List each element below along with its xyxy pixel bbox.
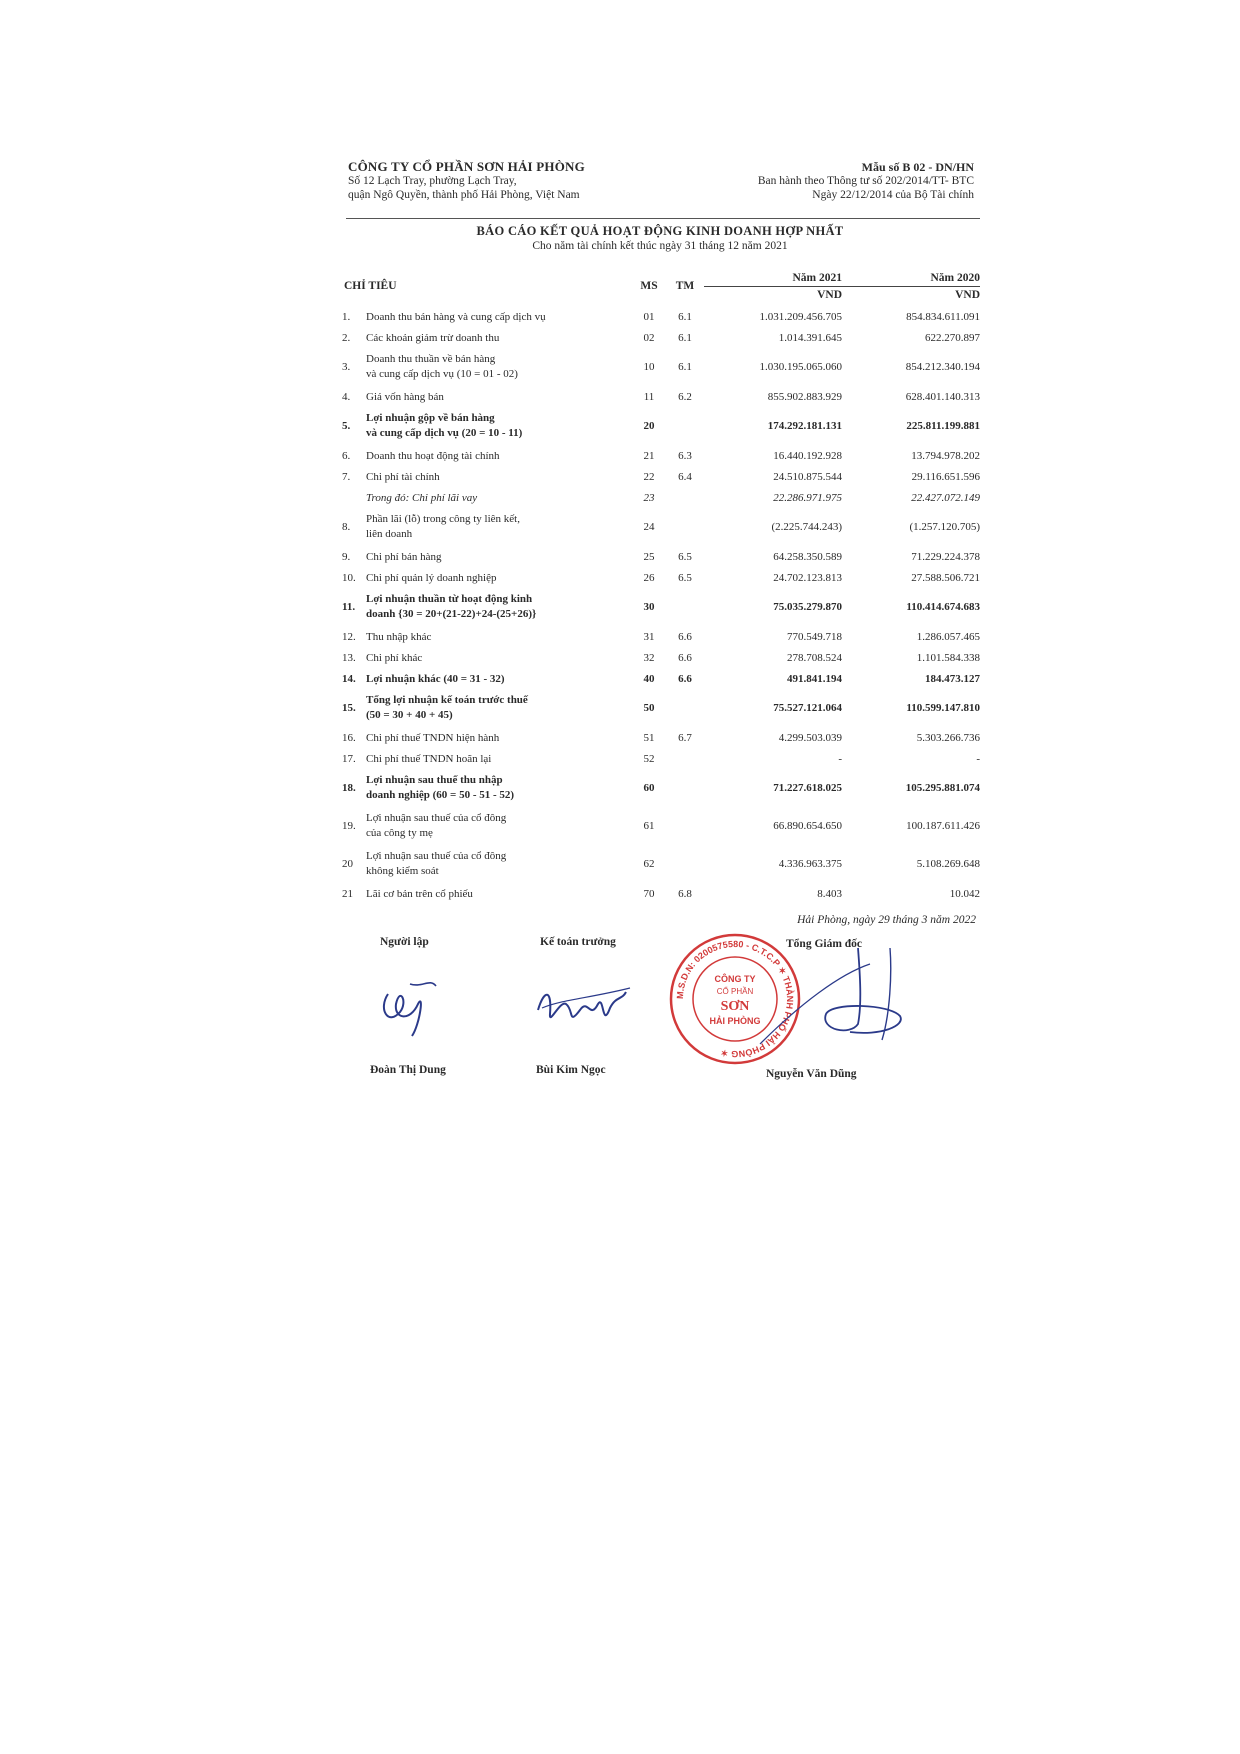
row-number: 9. xyxy=(342,550,351,563)
row-code-ms: 31 xyxy=(643,630,655,643)
company-address-line2: quận Ngô Quyền, thành phố Hải Phòng, Việt Nam xyxy=(348,189,580,201)
row-code-ms: 21 xyxy=(643,449,655,462)
row-label: Doanh thu hoạt động tài chính xyxy=(366,449,500,462)
row-number: 1. xyxy=(342,310,351,323)
stamp-line-1: CÔNG TY xyxy=(714,974,756,984)
row-label xyxy=(364,508,632,546)
row-value-2020: 184.473.127 xyxy=(925,672,981,685)
row-code-ms: 02 xyxy=(643,331,655,344)
row-label-line1: Lợi nhuận sau thuế của cổ đông xyxy=(366,850,507,862)
row-value-2020: (1.257.120.705) xyxy=(909,521,981,533)
row-code-ms: 40 xyxy=(643,672,655,685)
table-row xyxy=(340,689,980,727)
row-value-2021: 71.227.618.025 xyxy=(773,782,843,794)
table-row xyxy=(340,348,980,386)
row-value-2020: 622.270.897 xyxy=(925,331,981,344)
signature-section xyxy=(340,914,980,1104)
row-note-tm: 6.2 xyxy=(678,390,692,403)
header-item: CHỈ TIÊU xyxy=(344,280,397,292)
table-row xyxy=(340,588,980,626)
row-label: Chi phí quản lý doanh nghiệp xyxy=(366,571,497,584)
row-number: 16. xyxy=(342,731,356,744)
table-row xyxy=(340,487,980,508)
row-value-2020: 1.101.584.338 xyxy=(916,651,981,664)
row-number: 8. xyxy=(342,521,351,533)
table-row xyxy=(340,626,980,647)
row-number: 15. xyxy=(342,702,356,714)
row-value-2020: 5.303.266.736 xyxy=(916,731,981,744)
row-value-2020: 225.811.199.881 xyxy=(906,420,981,432)
row-code-ms: 01 xyxy=(643,310,655,323)
row-note-tm xyxy=(666,845,704,883)
row-value-2020: 628.401.140.313 xyxy=(905,390,981,403)
row-label-line1: Phần lãi (lỗ) trong công ty liên kết, xyxy=(366,513,520,525)
row-value-2020: 100.187.611.426 xyxy=(906,820,981,832)
row-note-tm: 6.6 xyxy=(678,651,692,664)
row-number: 12. xyxy=(342,630,356,643)
row-number: 14. xyxy=(342,672,356,685)
table-row xyxy=(340,386,980,407)
table-row xyxy=(340,748,980,769)
row-value-2021: 278.708.524 xyxy=(787,651,843,664)
row-code-ms: 52 xyxy=(643,752,655,765)
row-value-2021: 770.549.718 xyxy=(787,630,843,643)
row-note-tm: 6.7 xyxy=(678,731,692,744)
header-tm: TM xyxy=(675,280,695,292)
row-number: 21 xyxy=(342,887,353,900)
row-label: Giá vốn hàng bán xyxy=(366,390,444,403)
row-value-2020: 13.794.978.202 xyxy=(911,449,981,462)
place-date: Hải Phòng, ngày 29 tháng 3 năm 2022 xyxy=(797,914,976,926)
row-value-2020: 27.588.506.721 xyxy=(911,571,981,584)
income-statement-table xyxy=(340,266,980,904)
table-row xyxy=(340,647,980,668)
row-label-line1: Lợi nhuận sau thuế của cổ đông xyxy=(366,812,507,824)
row-label-line2: doanh {30 = 20+(21-22)+24-(25+26)} xyxy=(366,608,537,620)
row-label: Doanh thu bán hàng và cung cấp dịch vụ xyxy=(366,310,546,323)
row-value-2020: 5.108.269.648 xyxy=(916,858,981,870)
form-code: Mẫu số B 02 - DN/HN xyxy=(861,160,974,174)
report-document xyxy=(340,160,980,1104)
row-value-2021: 8.403 xyxy=(817,887,843,900)
circular-line2: Ngày 22/12/2014 của Bộ Tài chính xyxy=(812,189,974,201)
report-title: BÁO CÁO KẾT QUẢ HOẠT ĐỘNG KINH DOANH HỢP NHẤT xyxy=(476,224,844,238)
row-label: Chi phí thuế TNDN hoãn lại xyxy=(366,752,492,765)
row-number: 17. xyxy=(342,752,356,765)
row-value-2020: 22.427.072.149 xyxy=(911,491,981,504)
row-code-ms: 10 xyxy=(643,361,655,373)
row-value-2021: 22.286.971.975 xyxy=(773,491,843,504)
circular-line1: Ban hành theo Thông tư số 202/2014/TT- BTC xyxy=(757,175,974,187)
row-label xyxy=(364,588,632,626)
row-label xyxy=(364,348,632,386)
accountant-name: Bùi Kim Ngọc xyxy=(536,1064,606,1076)
row-number: 13. xyxy=(342,651,356,664)
row-value-2021: 64.258.350.589 xyxy=(773,550,843,563)
row-label: Trong đó: Chi phí lãi vay xyxy=(366,491,478,504)
row-value-2020: 110.599.147.810 xyxy=(906,702,981,714)
row-code-ms: 51 xyxy=(643,731,655,744)
table-row xyxy=(340,727,980,748)
row-note-tm xyxy=(666,769,704,807)
row-label-line1: Doanh thu thuần về bán hàng xyxy=(366,353,496,365)
row-note-tm xyxy=(666,748,704,769)
row-code-ms: 61 xyxy=(643,820,655,832)
header-year-2020-unit: VND xyxy=(842,286,980,303)
row-number: 10. xyxy=(342,571,356,584)
row-value-2021: 174.292.181.131 xyxy=(767,420,843,432)
table-row xyxy=(340,769,980,807)
row-number: 5. xyxy=(342,420,351,432)
row-label-line1: Tổng lợi nhuận kế toán trước thuế xyxy=(366,694,528,706)
row-value-2021: 4.336.963.375 xyxy=(778,858,843,870)
row-value-2020: 29.116.651.596 xyxy=(911,470,981,483)
accountant-signature xyxy=(530,970,640,1040)
report-subtitle: Cho năm tài chính kết thúc ngày 31 tháng 12 năm 2021 xyxy=(532,240,788,252)
row-label: Chi phí thuế TNDN hiện hành xyxy=(366,731,500,744)
row-value-2021: (2.225.744.243) xyxy=(771,521,843,533)
row-code-ms: 50 xyxy=(643,702,655,714)
row-value-2021: 1.030.195.065.060 xyxy=(759,361,843,373)
row-note-tm xyxy=(666,487,704,508)
row-value-2021: 16.440.192.928 xyxy=(773,449,843,462)
table-body xyxy=(340,306,980,904)
row-label: Thu nhập khác xyxy=(366,630,432,643)
director-title: Tổng Giám đốc xyxy=(786,938,863,950)
stamp-ring-text: M.S.D.N: 0200575580 - C.T.C.P ✶ THÀNH PHỐ HẢI PHÒNG ✶ xyxy=(674,938,796,1060)
row-label-line1: Lợi nhuận gộp về bán hàng xyxy=(366,412,495,424)
row-code-ms: 24 xyxy=(643,521,655,533)
row-code-ms: 30 xyxy=(643,601,655,613)
row-value-2020: 854.834.611.091 xyxy=(906,310,981,323)
header-year-2021-unit: VND xyxy=(704,286,842,303)
row-note-tm: 6.3 xyxy=(678,449,692,462)
row-label-line1: Lợi nhuận sau thuế thu nhập xyxy=(366,774,503,786)
row-note-tm xyxy=(666,508,704,546)
row-label: Lãi cơ bản trên cổ phiếu xyxy=(366,887,473,900)
row-note-tm: 6.8 xyxy=(678,887,692,900)
row-label: Các khoản giảm trừ doanh thu xyxy=(366,331,500,344)
preparer-signature xyxy=(370,964,450,1044)
header-year-2021 xyxy=(704,266,842,306)
row-code-ms: 22 xyxy=(643,470,655,483)
stamp-line-2: CỔ PHẦN xyxy=(716,987,754,996)
row-value-2020: - xyxy=(976,752,981,765)
row-note-tm: 6.1 xyxy=(678,310,692,323)
row-value-2020: 854.212.340.194 xyxy=(905,361,981,373)
row-value-2021: 1.014.391.645 xyxy=(778,331,843,344)
row-number: 20 xyxy=(342,858,353,870)
row-note-tm xyxy=(666,689,704,727)
table-row xyxy=(340,807,980,845)
director-name: Nguyễn Văn Dũng xyxy=(766,1068,857,1080)
row-code-ms: 60 xyxy=(643,782,655,794)
row-label-line1: Lợi nhuận thuần từ hoạt động kinh xyxy=(366,593,533,605)
row-label xyxy=(364,407,632,445)
row-code-ms: 32 xyxy=(643,651,655,664)
table-row xyxy=(340,445,980,466)
company-block xyxy=(348,160,585,202)
row-label-line2: (50 = 30 + 40 + 45) xyxy=(366,709,453,721)
row-code-ms: 11 xyxy=(643,390,655,403)
table-row xyxy=(340,327,980,348)
row-value-2021: 75.035.279.870 xyxy=(773,601,843,613)
row-label: Chi phí bán hàng xyxy=(366,550,442,563)
row-label-line2: liên doanh xyxy=(366,528,413,540)
row-value-2021: 491.841.194 xyxy=(787,672,843,685)
row-label: Lợi nhuận khác (40 = 31 - 32) xyxy=(366,672,505,685)
row-value-2021: - xyxy=(838,752,843,765)
table-row xyxy=(340,883,980,904)
row-label-line2: doanh nghiệp (60 = 50 - 51 - 52) xyxy=(366,789,515,801)
row-note-tm: 6.4 xyxy=(678,470,692,483)
row-label-line2: và cung cấp dịch vụ (10 = 01 - 02) xyxy=(366,368,518,380)
row-note-tm xyxy=(666,807,704,845)
row-label-line2: và cung cấp dịch vụ (20 = 10 - 11) xyxy=(366,427,523,439)
row-label-line2: không kiểm soát xyxy=(366,865,439,877)
row-value-2021: 66.890.654.650 xyxy=(773,820,843,832)
director-signature xyxy=(740,944,940,1054)
table-row xyxy=(340,845,980,883)
row-label: Chi phí khác xyxy=(366,651,423,664)
row-number: 3. xyxy=(342,361,351,373)
row-label-line2: của công ty mẹ xyxy=(366,827,433,839)
preparer-title: Người lập xyxy=(380,936,429,948)
row-number: 2. xyxy=(342,331,351,344)
row-code-ms: 70 xyxy=(643,887,655,900)
row-note-tm: 6.5 xyxy=(678,571,692,584)
header-year-2020-label: Năm 2020 xyxy=(930,271,981,284)
row-note-tm: 6.5 xyxy=(678,550,692,563)
company-address-line1: Số 12 Lạch Tray, phường Lạch Tray, xyxy=(348,175,517,187)
header-year-2020 xyxy=(842,266,980,306)
stamp-line-4: HẢI PHÒNG xyxy=(709,1016,761,1026)
row-value-2020: 105.295.881.074 xyxy=(905,782,981,794)
header-divider xyxy=(346,218,980,219)
table-row xyxy=(340,508,980,546)
row-number: 11. xyxy=(342,601,356,613)
row-value-2021: 855.902.883.929 xyxy=(767,390,843,403)
header-ms: MS xyxy=(640,280,658,292)
row-value-2020: 10.042 xyxy=(949,887,981,900)
row-note-tm: 6.6 xyxy=(678,630,692,643)
table-row xyxy=(340,407,980,445)
row-note-tm: 6.1 xyxy=(678,361,692,373)
form-info-block xyxy=(758,160,974,202)
row-label xyxy=(364,807,632,845)
header-year-2021-label: Năm 2021 xyxy=(792,271,843,284)
row-label xyxy=(364,769,632,807)
row-number xyxy=(340,487,364,508)
row-value-2021: 75.527.121.064 xyxy=(773,702,843,714)
row-note-tm: 6.1 xyxy=(678,331,692,344)
row-label xyxy=(364,845,632,883)
row-code-ms: 26 xyxy=(643,571,655,584)
row-code-ms: 62 xyxy=(643,858,655,870)
row-code-ms: 20 xyxy=(643,420,655,432)
row-value-2021: 4.299.503.039 xyxy=(778,731,843,744)
row-value-2020: 71.229.224.378 xyxy=(911,550,981,563)
row-number: 4. xyxy=(342,390,351,403)
row-value-2021: 24.702.123.813 xyxy=(773,571,843,584)
row-value-2020: 1.286.057.465 xyxy=(916,630,981,643)
row-number: 7. xyxy=(342,470,351,483)
row-label: Chi phí tài chính xyxy=(366,470,440,483)
row-number: 18. xyxy=(342,782,356,794)
stamp-line-3: SƠN xyxy=(720,999,750,1014)
table-row xyxy=(340,668,980,689)
row-label xyxy=(364,689,632,727)
row-note-tm xyxy=(666,407,704,445)
accountant-title: Kế toán trưởng xyxy=(540,936,616,948)
row-code-ms: 23 xyxy=(643,491,655,504)
table-row xyxy=(340,306,980,327)
preparer-name: Đoàn Thị Dung xyxy=(370,1064,446,1076)
table-row xyxy=(340,567,980,588)
row-value-2021: 1.031.209.456.705 xyxy=(759,310,843,323)
row-value-2020: 110.414.674.683 xyxy=(906,601,981,613)
table-row xyxy=(340,546,980,567)
row-number: 19. xyxy=(342,820,356,832)
company-name: CÔNG TY CỔ PHẦN SƠN HẢI PHÒNG xyxy=(348,159,585,174)
row-note-tm xyxy=(666,588,704,626)
row-note-tm: 6.6 xyxy=(678,672,692,685)
row-code-ms: 25 xyxy=(643,550,655,563)
row-value-2021: 24.510.875.544 xyxy=(773,470,843,483)
row-number: 6. xyxy=(342,449,351,462)
table-row xyxy=(340,466,980,487)
report-header xyxy=(340,160,980,222)
